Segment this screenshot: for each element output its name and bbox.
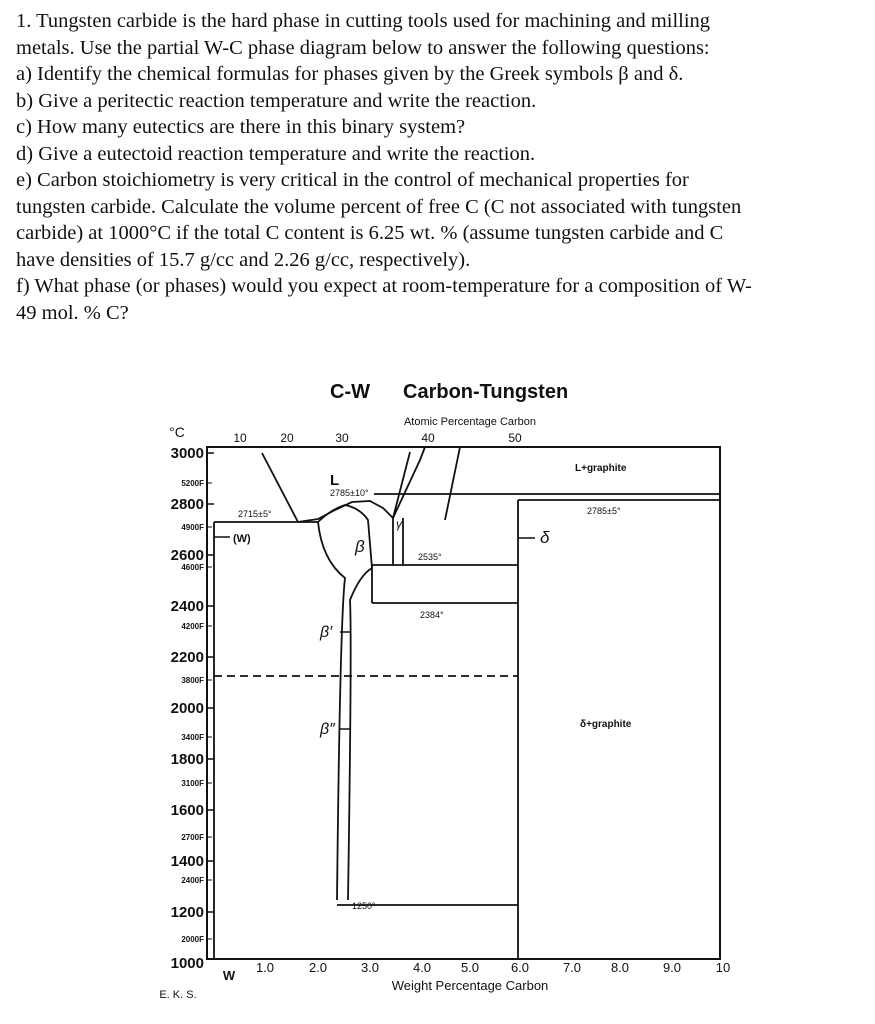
top-tick-label: 20: [280, 431, 294, 445]
top-tick-label: 30: [335, 431, 349, 445]
plot-frame: [207, 447, 720, 959]
y-tick-label: 1400: [170, 853, 204, 870]
x-tick-label: 6.0: [510, 960, 530, 975]
question-line: e) Carbon stoichiometry is very critical in the control of mechanical properties for: [16, 169, 689, 191]
label-t-1250: 1250°: [352, 901, 376, 911]
label-w-phase: (W): [233, 533, 251, 545]
question-line: carbide) at 1000°C if the total C content is 6.25 wt. % (assume tungsten carbide and C: [16, 222, 724, 244]
label-delta-graphite: δ+graphite: [580, 719, 632, 730]
y-tick-label: 1800: [170, 751, 204, 768]
y-f-tick-label: 3400F: [181, 733, 204, 742]
label-delta: δ: [540, 528, 550, 547]
label-t-2535: 2535°: [418, 552, 442, 562]
y-tick-label: 2000: [170, 700, 204, 717]
label-t-2785-10: 2785±10°: [330, 488, 369, 498]
y-tick-label: 2600: [170, 547, 204, 564]
question-line: f) What phase (or phases) would you expect at room-temperature for a composition of W-: [16, 275, 752, 297]
x-tick-label: 10: [715, 960, 731, 975]
top-tick-label: 10: [233, 431, 247, 445]
label-t-2715: 2715±5°: [238, 509, 272, 519]
y-f-tick-label: 3800F: [181, 676, 204, 685]
x-origin-label: W: [222, 968, 236, 983]
diagram-title-name: Carbon-Tungsten: [403, 381, 569, 403]
label-gamma: γ: [396, 517, 402, 531]
question-line: a) Identify the chemical formulas for phases given by the Greek symbols β and δ.: [16, 63, 684, 85]
x-tick-label: 9.0: [662, 960, 682, 975]
y-f-tick-label: 2400F: [181, 876, 204, 885]
top-axis-label: Atomic Percentage Carbon: [403, 416, 537, 428]
top-tick-label: 50: [508, 431, 522, 445]
label-beta-prime: β′: [320, 624, 333, 641]
y-tick-label: 1200: [170, 904, 204, 921]
question-line: tungsten carbide. Calculate the volume percent of free C (C not associated with tungsten: [16, 195, 742, 218]
x-tick-label: 2.0: [308, 960, 328, 975]
x-tick-label: 4.0: [412, 960, 432, 975]
y-tick-label: 2400: [170, 598, 204, 615]
x-tick-label: 3.0: [360, 960, 380, 975]
question-line: c) How many eutectics are there in this binary system?: [16, 116, 466, 138]
x-tick-label: 7.0: [562, 960, 582, 975]
label-t-2384: 2384°: [420, 610, 444, 620]
label-liquid: L: [330, 472, 340, 489]
label-beta: β: [355, 537, 365, 556]
liquidus-middle: [298, 501, 393, 522]
y-tick-label: 3000: [170, 445, 204, 462]
y-tick-label: 2800: [170, 496, 204, 513]
beta-right-boundary: [348, 568, 372, 900]
y-f-tick-label: 4600F: [181, 563, 204, 572]
question-line: 49 mol. % C?: [16, 301, 129, 324]
question-line: b) Give a peritectic reaction temperature and write the reaction.: [16, 89, 537, 112]
credit-label: E. K. S.: [159, 989, 197, 1001]
question-line: 1. Tungsten carbide is the hard phase in cutting tools used for machining and milling: [16, 10, 711, 32]
x-tick-label: 5.0: [460, 960, 480, 975]
question-line: have densities of 15.7 g/cc and 2.26 g/cc, respectively).: [16, 248, 471, 271]
x-axis-label: Weight Percentage Carbon: [391, 978, 549, 993]
y-f-tick-label: 3100F: [181, 779, 204, 788]
y-tick-label: 1600: [170, 802, 204, 819]
liquidus-delta: [445, 447, 460, 520]
label-t-2785-5: 2785±5°: [587, 506, 621, 516]
y-tick-label: 1000: [170, 955, 204, 972]
beta-left-boundary: [318, 522, 345, 900]
y-f-tick-label: 4200F: [181, 622, 204, 631]
x-tick-label: 8.0: [610, 960, 630, 975]
y-tick-label: 2200: [170, 649, 204, 666]
question-line: d) Give a eutectoid reaction temperature and write the reaction.: [16, 142, 536, 165]
diagram-title-symbol: C-W: [330, 381, 370, 403]
label-beta-dprime: β″: [320, 721, 335, 738]
question-line: metals. Use the partial W-C phase diagram below to answer the following questions:: [16, 36, 710, 59]
y-f-tick-label: 5200F: [181, 479, 204, 488]
label-l-graphite: L+graphite: [575, 463, 627, 474]
y-f-tick-label: 2000F: [181, 935, 204, 944]
y-f-tick-label: 4900F: [181, 523, 204, 532]
x-tick-label: 1.0: [255, 960, 275, 975]
top-tick-label: 40: [421, 431, 435, 445]
y-f-tick-label: 2700F: [181, 833, 204, 842]
y-unit-label: °C: [169, 424, 185, 440]
